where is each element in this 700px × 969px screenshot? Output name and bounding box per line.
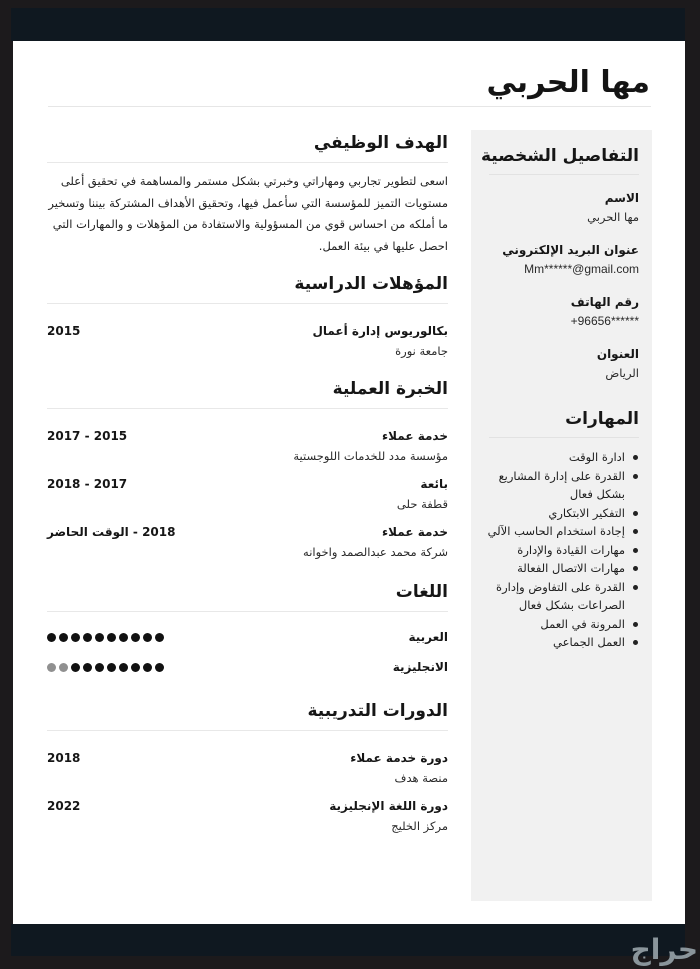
language-name: الانجليزية bbox=[392, 660, 448, 674]
level-dot-filled bbox=[131, 633, 140, 642]
detail-email bbox=[481, 241, 639, 279]
personal-details-divider bbox=[489, 174, 639, 175]
detail-value: الرياض bbox=[605, 366, 639, 380]
level-dot-filled bbox=[83, 663, 92, 672]
skill-item: مهارات القيادة والإدارة bbox=[481, 541, 639, 560]
education-section bbox=[47, 271, 448, 362]
level-dot-filled bbox=[155, 633, 164, 642]
detail-phone bbox=[481, 293, 639, 331]
company: قطفة حلى bbox=[396, 497, 448, 511]
skill-item: ادارة الوقت bbox=[481, 448, 639, 467]
objective-section bbox=[47, 130, 448, 257]
courses-heading: الدورات التدريبية bbox=[307, 701, 448, 721]
level-dot-filled bbox=[107, 663, 116, 672]
courses-section bbox=[47, 698, 448, 837]
skill-item: إجادة استخدام الحاسب الآلي bbox=[481, 522, 639, 541]
course-provider: مركز الخليج bbox=[391, 819, 448, 833]
level-dot-filled bbox=[107, 633, 116, 642]
detail-address bbox=[481, 345, 639, 383]
institution: جامعة نورة bbox=[395, 344, 448, 358]
language-row-arabic bbox=[47, 622, 448, 652]
detail-label: الاسم bbox=[604, 191, 639, 205]
languages-section bbox=[47, 579, 448, 682]
resume-page bbox=[13, 41, 685, 924]
level-dot-filled bbox=[119, 633, 128, 642]
languages-heading: اللغات bbox=[395, 582, 448, 602]
level-dot-empty bbox=[47, 663, 56, 672]
course-provider: منصة هدف bbox=[394, 771, 448, 785]
company: مؤسسة مدد للخدمات اللوجستية bbox=[293, 449, 448, 463]
detail-value: +96656****** bbox=[570, 314, 639, 328]
education-heading: المؤهلات الدراسية bbox=[294, 274, 448, 294]
level-dot-filled bbox=[71, 663, 80, 672]
course-title: دورة اللغة الإنجليزية bbox=[329, 799, 448, 813]
detail-value: Mm******@gmail.com bbox=[524, 262, 639, 276]
objective-text: اسعى لتطوير تجاربي ومهاراتي وخبرتي بشكل مستمر والمساهمة في تحقيق أعلى مستويات التميز للمؤسسة التي سأعمل فيها، وتحقيق الأهداف المشتركة بيننا وتسخير ما أملكه من احساس قوي من المسؤولية والاستفادة من المؤهلات و والمهارات التي احصل عليها في بيئة العمل. bbox=[48, 174, 448, 253]
language-level-dots bbox=[47, 663, 164, 672]
skill-item: العمل الجماعي bbox=[481, 633, 639, 652]
course-date: 2018 bbox=[47, 751, 81, 765]
course-entry bbox=[47, 749, 448, 789]
experience-divider bbox=[47, 408, 448, 409]
objective-divider bbox=[47, 162, 448, 163]
language-row-english bbox=[47, 652, 448, 682]
skills-list bbox=[481, 448, 639, 652]
detail-label: عنوان البريد الإلكتروني bbox=[502, 243, 639, 257]
skills-heading: المهارات bbox=[565, 409, 639, 429]
course-date: 2022 bbox=[47, 799, 81, 813]
detail-label: رقم الهاتف bbox=[570, 295, 639, 309]
languages-divider bbox=[47, 611, 448, 612]
skill-item: القدرة على إدارة المشاريع بشكل فعال bbox=[481, 467, 639, 504]
level-dot-filled bbox=[143, 633, 152, 642]
personal-sidebar bbox=[471, 130, 652, 901]
level-dot-filled bbox=[119, 663, 128, 672]
experience-date: 2015 - 2017 bbox=[47, 429, 128, 443]
language-name: العربية bbox=[408, 630, 448, 644]
job-title: خدمة عملاء bbox=[382, 525, 448, 539]
experience-entry bbox=[47, 427, 448, 467]
skill-item: القدرة على التفاوض وإدارة الصراعات بشكل فعال bbox=[481, 578, 639, 615]
objective-heading: الهدف الوظيفي bbox=[313, 133, 448, 153]
level-dot-filled bbox=[71, 633, 80, 642]
education-divider bbox=[47, 303, 448, 304]
detail-name bbox=[481, 189, 639, 227]
education-entry bbox=[47, 322, 448, 362]
detail-label: العنوان bbox=[596, 347, 639, 361]
experience-date: 2018 - الوقت الحاضر bbox=[47, 525, 176, 539]
level-dot-filled bbox=[95, 633, 104, 642]
bottom-band bbox=[11, 924, 685, 956]
education-date: 2015 bbox=[47, 324, 81, 338]
job-title: بائعة bbox=[420, 477, 448, 491]
course-entry bbox=[47, 797, 448, 837]
level-dot-filled bbox=[59, 633, 68, 642]
experience-section bbox=[47, 376, 448, 563]
level-dot-filled bbox=[143, 663, 152, 672]
skill-item: التفكير الابتكاري bbox=[481, 504, 639, 523]
language-level-dots bbox=[47, 633, 164, 642]
skill-item: مهارات الاتصال الفعالة bbox=[481, 559, 639, 578]
skill-item: المرونة في العمل bbox=[481, 615, 639, 634]
name-divider bbox=[48, 106, 651, 107]
level-dot-filled bbox=[83, 633, 92, 642]
level-dot-filled bbox=[95, 663, 104, 672]
level-dot-filled bbox=[131, 663, 140, 672]
degree-title: بكالوريوس إدارة أعمال bbox=[312, 324, 448, 338]
level-dot-empty bbox=[59, 663, 68, 672]
skills-divider bbox=[489, 437, 639, 438]
experience-entry bbox=[47, 523, 448, 563]
experience-date: 2017 - 2018 bbox=[47, 477, 128, 491]
experience-entry bbox=[47, 475, 448, 515]
haraj-watermark-logo: حراج bbox=[630, 933, 698, 966]
job-title: خدمة عملاء bbox=[382, 429, 448, 443]
company: شركة محمد عبدالصمد واخوانه bbox=[303, 545, 448, 559]
top-band bbox=[11, 8, 685, 41]
level-dot-filled bbox=[47, 633, 56, 642]
courses-divider bbox=[47, 730, 448, 731]
experience-heading: الخبرة العملية bbox=[332, 379, 448, 399]
detail-value: مها الحربي bbox=[587, 210, 639, 224]
personal-details-heading: التفاصيل الشخصية bbox=[481, 146, 639, 166]
main-column bbox=[47, 130, 448, 837]
resume-name: مها الحربي bbox=[486, 65, 650, 100]
course-title: دورة خدمة عملاء bbox=[350, 751, 448, 765]
level-dot-filled bbox=[155, 663, 164, 672]
